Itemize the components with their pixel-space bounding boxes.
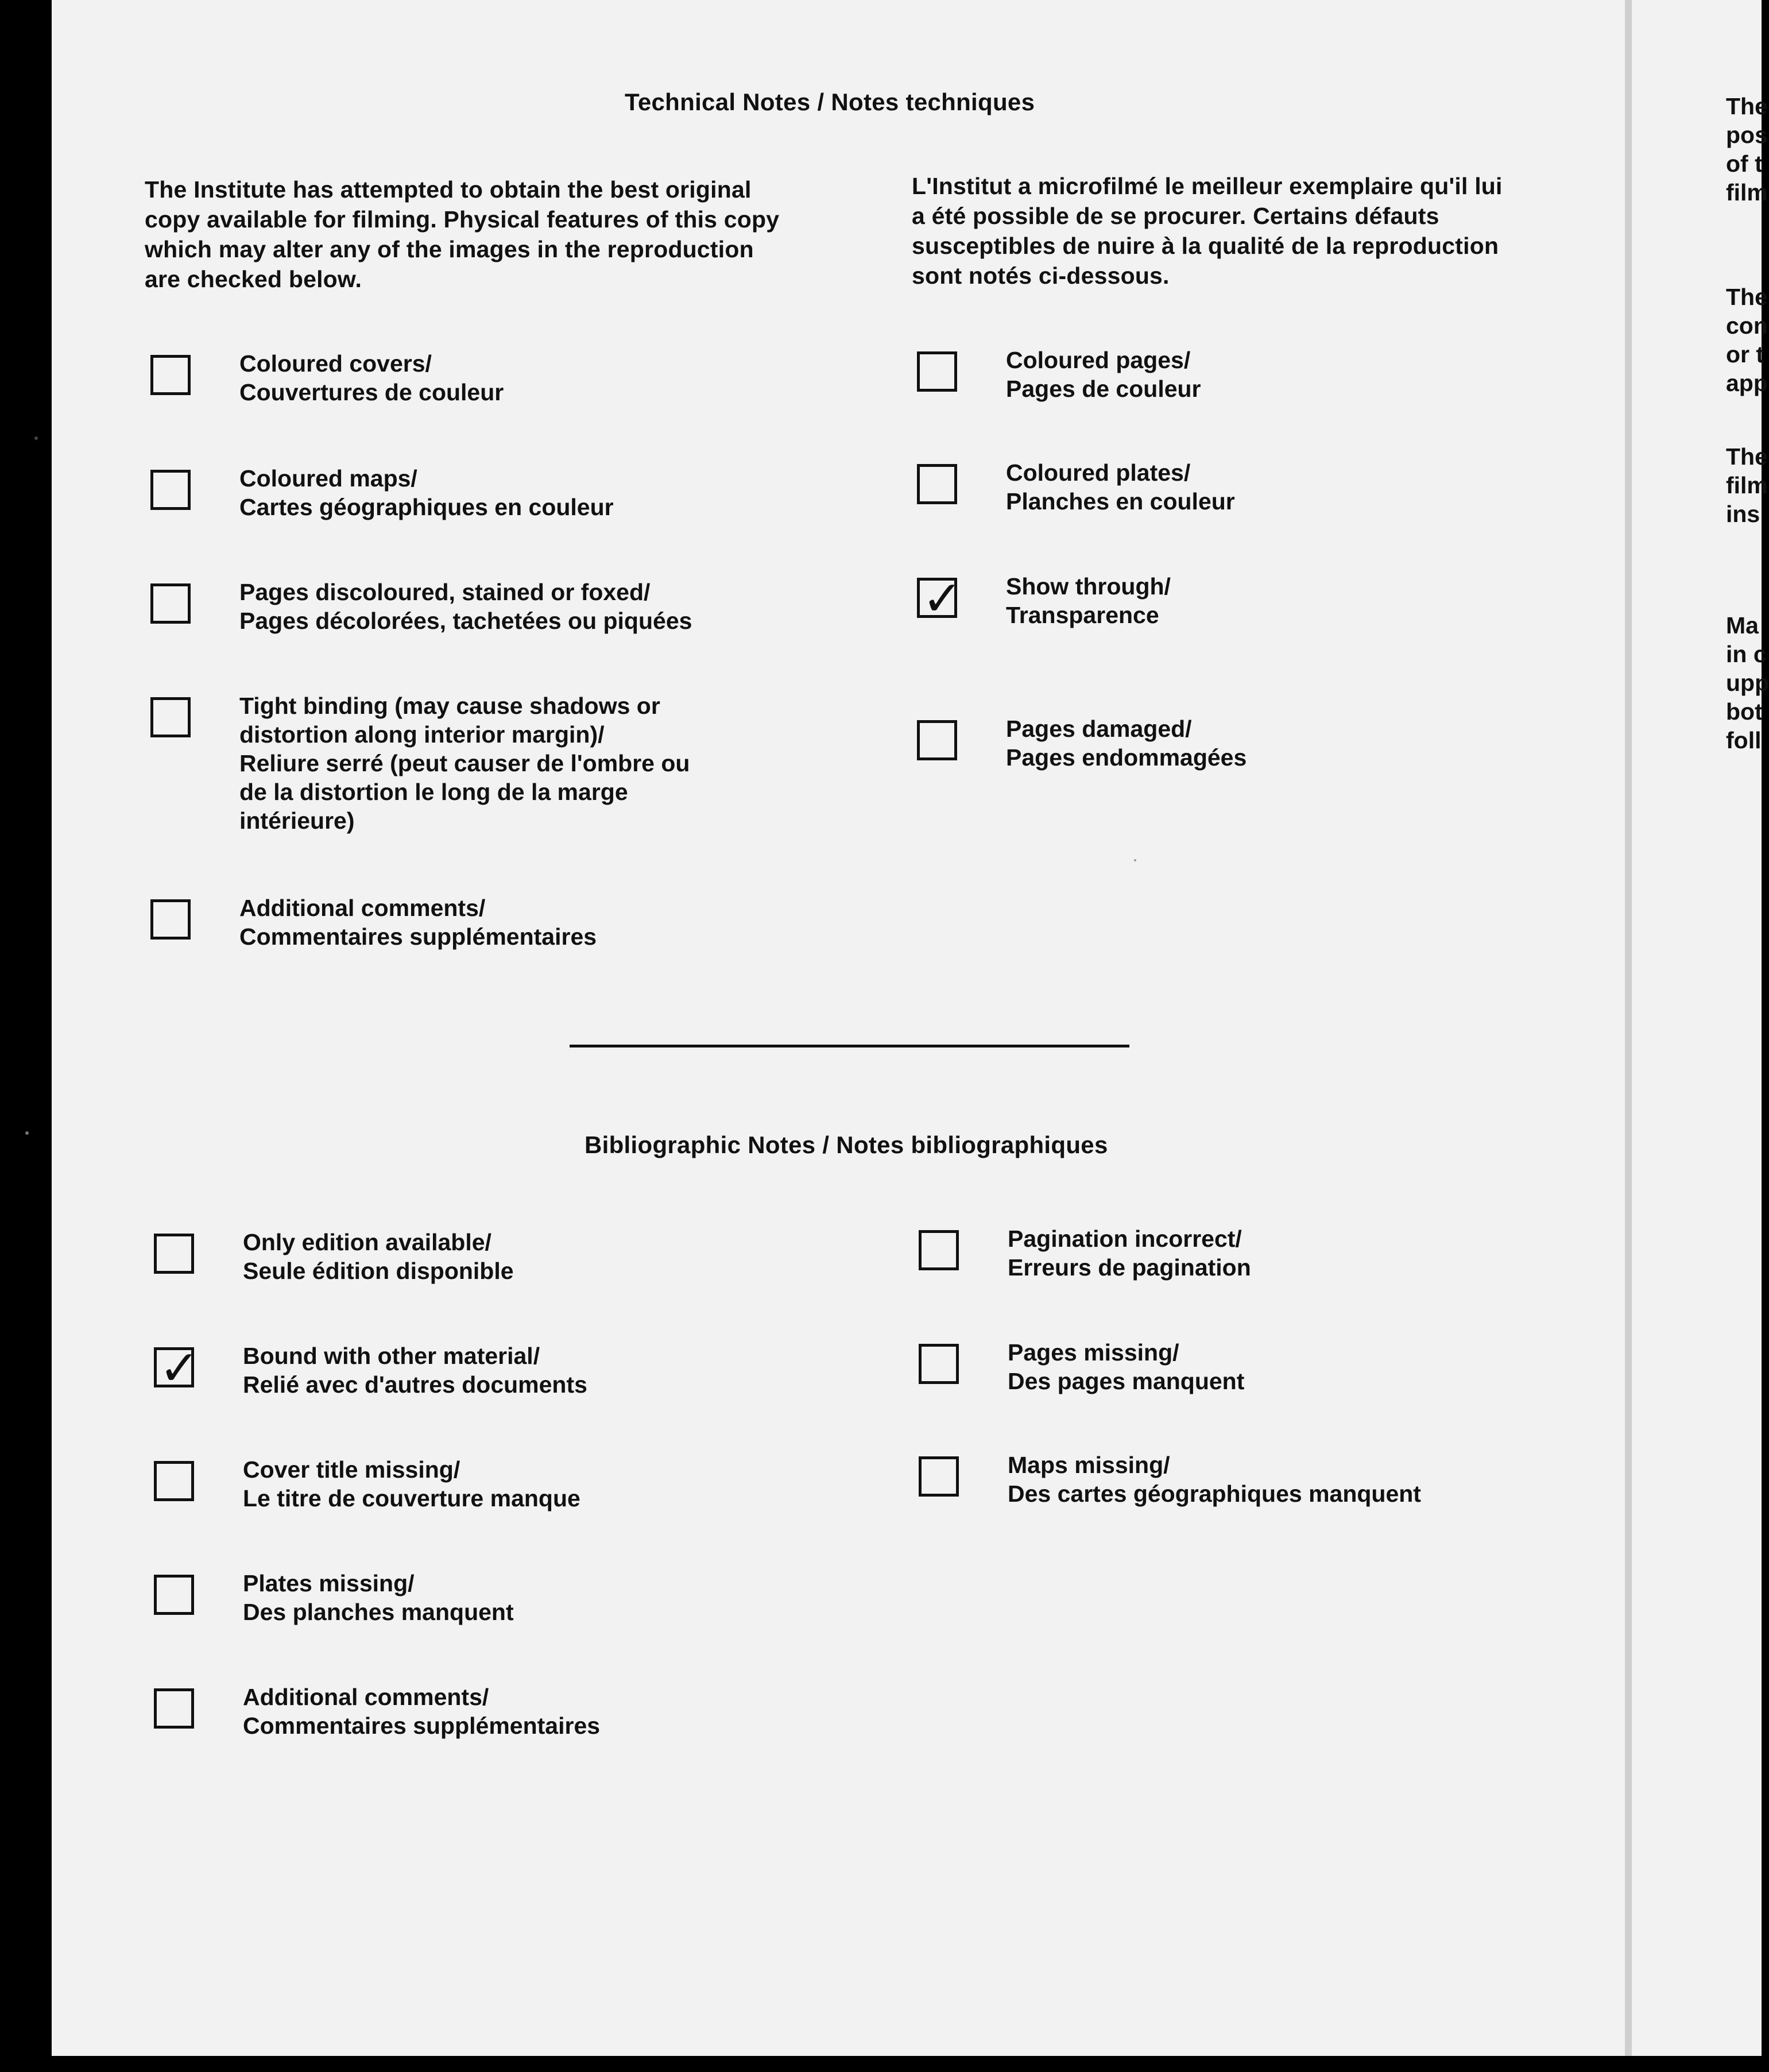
adjacent-text-line: foll	[1726, 727, 1762, 753]
checkbox-unchecked	[150, 899, 191, 940]
label-line: Des planches manquent	[243, 1599, 514, 1625]
adjacent-text-line: film	[1726, 472, 1768, 498]
adjacent-text-line: Ma	[1726, 612, 1759, 639]
label-line: Pagination incorrect/	[1008, 1226, 1242, 1252]
label-line: Plates missing/	[243, 1570, 415, 1596]
label-line: Cover title missing/	[243, 1456, 460, 1483]
checkbox-unchecked	[154, 1575, 194, 1615]
label-line: Show through/	[1006, 573, 1171, 600]
label-line: Coloured covers/	[239, 350, 432, 377]
label-line: Cartes géographiques en couleur	[239, 494, 614, 520]
checklist-label	[239, 349, 504, 407]
checklist-label	[239, 464, 614, 521]
section-divider	[570, 1045, 1129, 1047]
adjacent-text-line: pos	[1726, 122, 1768, 148]
label-line: Le titre de couverture manque	[243, 1485, 580, 1512]
label-line: Des pages manquent	[1008, 1368, 1245, 1394]
adjacent-text-line: The	[1726, 93, 1768, 119]
label-line: Commentaires supplémentaires	[239, 923, 597, 950]
checklist-label	[239, 578, 692, 635]
technical-intro-english: The Institute has attempted to obtain the best original copy available for filming. Physical features of this copy which may alter any of the images in the reproduction are checked below.	[145, 176, 780, 292]
checkbox-checked	[917, 570, 963, 627]
adjacent-text-line: con	[1726, 312, 1768, 339]
label-line: Commentaires supplémentaires	[243, 1713, 601, 1739]
checkmark-icon: ✓	[922, 570, 963, 627]
label-line: Coloured plates/	[1006, 459, 1191, 486]
adjacent-text-line: bot	[1726, 698, 1763, 725]
checkbox-unchecked	[919, 1230, 959, 1270]
adjacent-text-line: upp	[1726, 670, 1769, 696]
label-line: Maps missing/	[1008, 1452, 1170, 1478]
label-line: Coloured pages/	[1006, 347, 1191, 373]
label-line: Pages décolorées, tachetées ou piquées	[239, 608, 692, 634]
label-line: intérieure)	[239, 807, 355, 834]
checkbox-checked	[154, 1340, 200, 1396]
speck-mark	[1134, 859, 1136, 861]
label-line: Couvertures de couleur	[239, 379, 504, 405]
checklist-label	[1008, 1338, 1244, 1395]
speck-mark	[25, 1131, 29, 1135]
page-gutter	[1625, 0, 1632, 2056]
label-line: Additional comments/	[239, 895, 486, 921]
label-line: Pages endommagées	[1006, 744, 1247, 771]
checkbox-unchecked	[150, 697, 191, 737]
adjacent-text-line: film	[1726, 179, 1768, 206]
checkbox-unchecked	[917, 720, 957, 760]
checklist-label	[1006, 346, 1201, 403]
checkbox-unchecked	[154, 1688, 194, 1729]
checkbox-unchecked	[917, 464, 957, 504]
checklist-label	[1008, 1224, 1251, 1282]
label-line: Pages damaged/	[1006, 716, 1192, 742]
label-line: Erreurs de pagination	[1008, 1254, 1251, 1281]
adjacent-text-line: The	[1726, 284, 1768, 310]
checkbox-unchecked	[150, 355, 191, 395]
adjacent-text-line: The	[1726, 443, 1768, 470]
checklist-label	[243, 1228, 514, 1285]
label-line: Pages de couleur	[1006, 376, 1201, 402]
label-line: Planches en couleur	[1006, 488, 1235, 515]
checkbox-unchecked	[154, 1461, 194, 1501]
checkbox-unchecked	[154, 1234, 194, 1274]
label-line: Des cartes géographiques manquent	[1008, 1480, 1421, 1507]
adjacent-text-line: ins	[1726, 501, 1760, 527]
checklist-label	[243, 1455, 580, 1513]
label-line: Coloured maps/	[239, 465, 417, 492]
label-line: Reliure serré (peut causer de l'ombre ou	[239, 750, 690, 776]
checklist-label	[1006, 572, 1171, 629]
checklist-label	[243, 1342, 587, 1399]
label-line: Bound with other material/	[243, 1343, 540, 1369]
checklist-label	[1008, 1451, 1421, 1508]
document-page	[52, 0, 1625, 2056]
speck-mark	[34, 436, 38, 440]
label-line: de la distortion le long de la marge	[239, 779, 628, 805]
checkbox-unchecked	[150, 470, 191, 510]
checklist-label	[1006, 714, 1247, 772]
label-line: Tight binding (may cause shadows or	[239, 693, 660, 719]
label-line: Transparence	[1006, 602, 1159, 628]
bibliographic-notes-heading: Bibliographic Notes / Notes bibliographiques	[584, 1131, 1108, 1158]
checkbox-unchecked	[917, 351, 957, 392]
checklist-label	[1006, 458, 1235, 516]
label-line: Additional comments/	[243, 1684, 489, 1710]
adjacent-text-line: of t	[1726, 150, 1763, 177]
technical-notes-heading: Technical Notes / Notes techniques	[625, 88, 1035, 115]
checkmark-icon: ✓	[159, 1340, 200, 1396]
checkbox-unchecked	[919, 1344, 959, 1384]
checkbox-unchecked	[150, 583, 191, 624]
checklist-label	[239, 691, 690, 835]
checkbox-unchecked	[919, 1456, 959, 1497]
label-line: Pages missing/	[1008, 1339, 1179, 1366]
adjacent-text-line: in c	[1726, 641, 1767, 667]
label-line: Relié avec d'autres documents	[243, 1371, 587, 1398]
adjacent-text-line: or t	[1726, 341, 1764, 368]
label-line: Pages discoloured, stained or foxed/	[239, 579, 651, 605]
checklist-label	[243, 1569, 514, 1626]
label-line: distortion along interior margin)/	[239, 721, 605, 748]
checklist-label	[239, 894, 597, 951]
adjacent-text-line: app	[1726, 370, 1768, 396]
label-line: Only edition available/	[243, 1229, 491, 1255]
label-line: Seule édition disponible	[243, 1258, 514, 1284]
technical-intro-french: L'Institut a microfilmé le meilleur exemplaire qu'il lui a été possible de se procurer. Certains défauts susceptibles de nuire à la qualité de la reproduction sont notés ci-dessous.	[912, 173, 1503, 289]
checklist-label	[243, 1683, 600, 1740]
